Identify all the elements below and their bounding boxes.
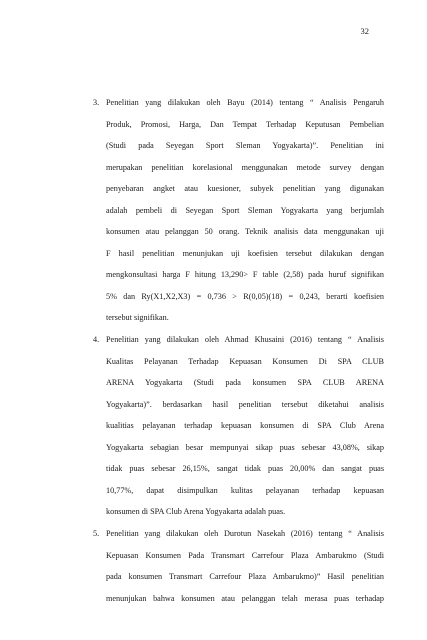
paragraph-line: Produk, Promosi, Harga, Dan Tempat Terhadap Keputusan Pembelian [106, 119, 384, 129]
paragraph-line: 5% dan Ry(X1,X2,X3) = 0,736 > R(0,05)(18) = 0,243, berarti koefisien [106, 291, 384, 301]
paragraph-line: Yogyakarta)”. berdasarkan hasil penelitian tersebut diketahui analisis [106, 399, 384, 409]
paragraph-line: mengkonsultasi harga F hitung 13,290> F table (2,58) pada huruf signifikan [106, 270, 384, 279]
paragraph-line: 10,77%, dapat disimpulkan kulitas pelayanan terhadap kepuasan [106, 485, 384, 495]
list-item-number: 5. [93, 529, 100, 538]
list-item-number: 3. [93, 98, 100, 107]
paragraph-line: ARENA Yogyakarta (Studi pada konsumen SPA CLUB ARENA [106, 378, 384, 387]
paragraph-line: merupakan penelitian korelasional menggunakan metode survey dengan [106, 162, 384, 172]
paragraph-line: Penelitian yang dilakukan oleh Durotun Nasekah (2016) tentang “ Analisis [106, 529, 384, 538]
paragraph-line: adalah pembeli di Seyegan Sport Sleman Yogyakarta yang berjumlah [106, 205, 384, 215]
list-item-number: 4. [93, 335, 100, 344]
paragraph-line: Kepuasan Konsumen Pada Transmart Carrefour Plaza Ambarukmo (Studi [106, 550, 384, 560]
paragraph-line: Yogyakarta sebagian besar mempunyai sikap puas sebesar 43,08%, sikap [106, 442, 384, 452]
paragraph-line: (Studi pada Seyegan Sport Sleman Yogyakarta)”. Penelitian ini [106, 141, 384, 150]
paragraph-line: konsumen di SPA Club Arena Yogyakarta adalah puas. [106, 507, 286, 516]
paragraph-line: tidak puas sebesar 26,15%, sangat tidak puas 20,00% dan sangat puas [106, 464, 384, 473]
paragraph-line: Penelitian yang dilakukan oleh Ahmad Khusaini (2016) tentang “ Analisis [106, 335, 384, 344]
paragraph-line: Penelitian yang dilakukan oleh Bayu (2014) tentang “ Analisis Pengaruh [106, 98, 384, 107]
paragraph-line: pada konsumen Transmart Carrefour Plaza Ambarukmo)” Hasil penelitian [106, 572, 384, 581]
paragraph-line: tersebut signifikan. [106, 313, 169, 322]
page-number: 32 [360, 26, 369, 36]
paragraph-line: menunjukan bahwa konsumen atau pelanggan telah merasa puas terhadap [106, 593, 384, 603]
paragraph-line: konsumen atau pelanggan 50 orang. Teknik analisis data menggunakan uji [106, 227, 384, 236]
paragraph-line: penyebaran angket atau kuesioner, subyek penelitian yang digunakan [106, 184, 384, 193]
paragraph-line: Kualitas Pelayanan Terhadap Kepuasan Konsumen Di SPA CLUB [106, 356, 384, 366]
paragraph-line: F hasil penelitian menunjukan uji koefisien tersebut dilakukan dengan [106, 248, 384, 258]
paragraph-line: kualitias pelayanan terhadap kepuasan konsumen di SPA Club Arena [106, 421, 384, 430]
